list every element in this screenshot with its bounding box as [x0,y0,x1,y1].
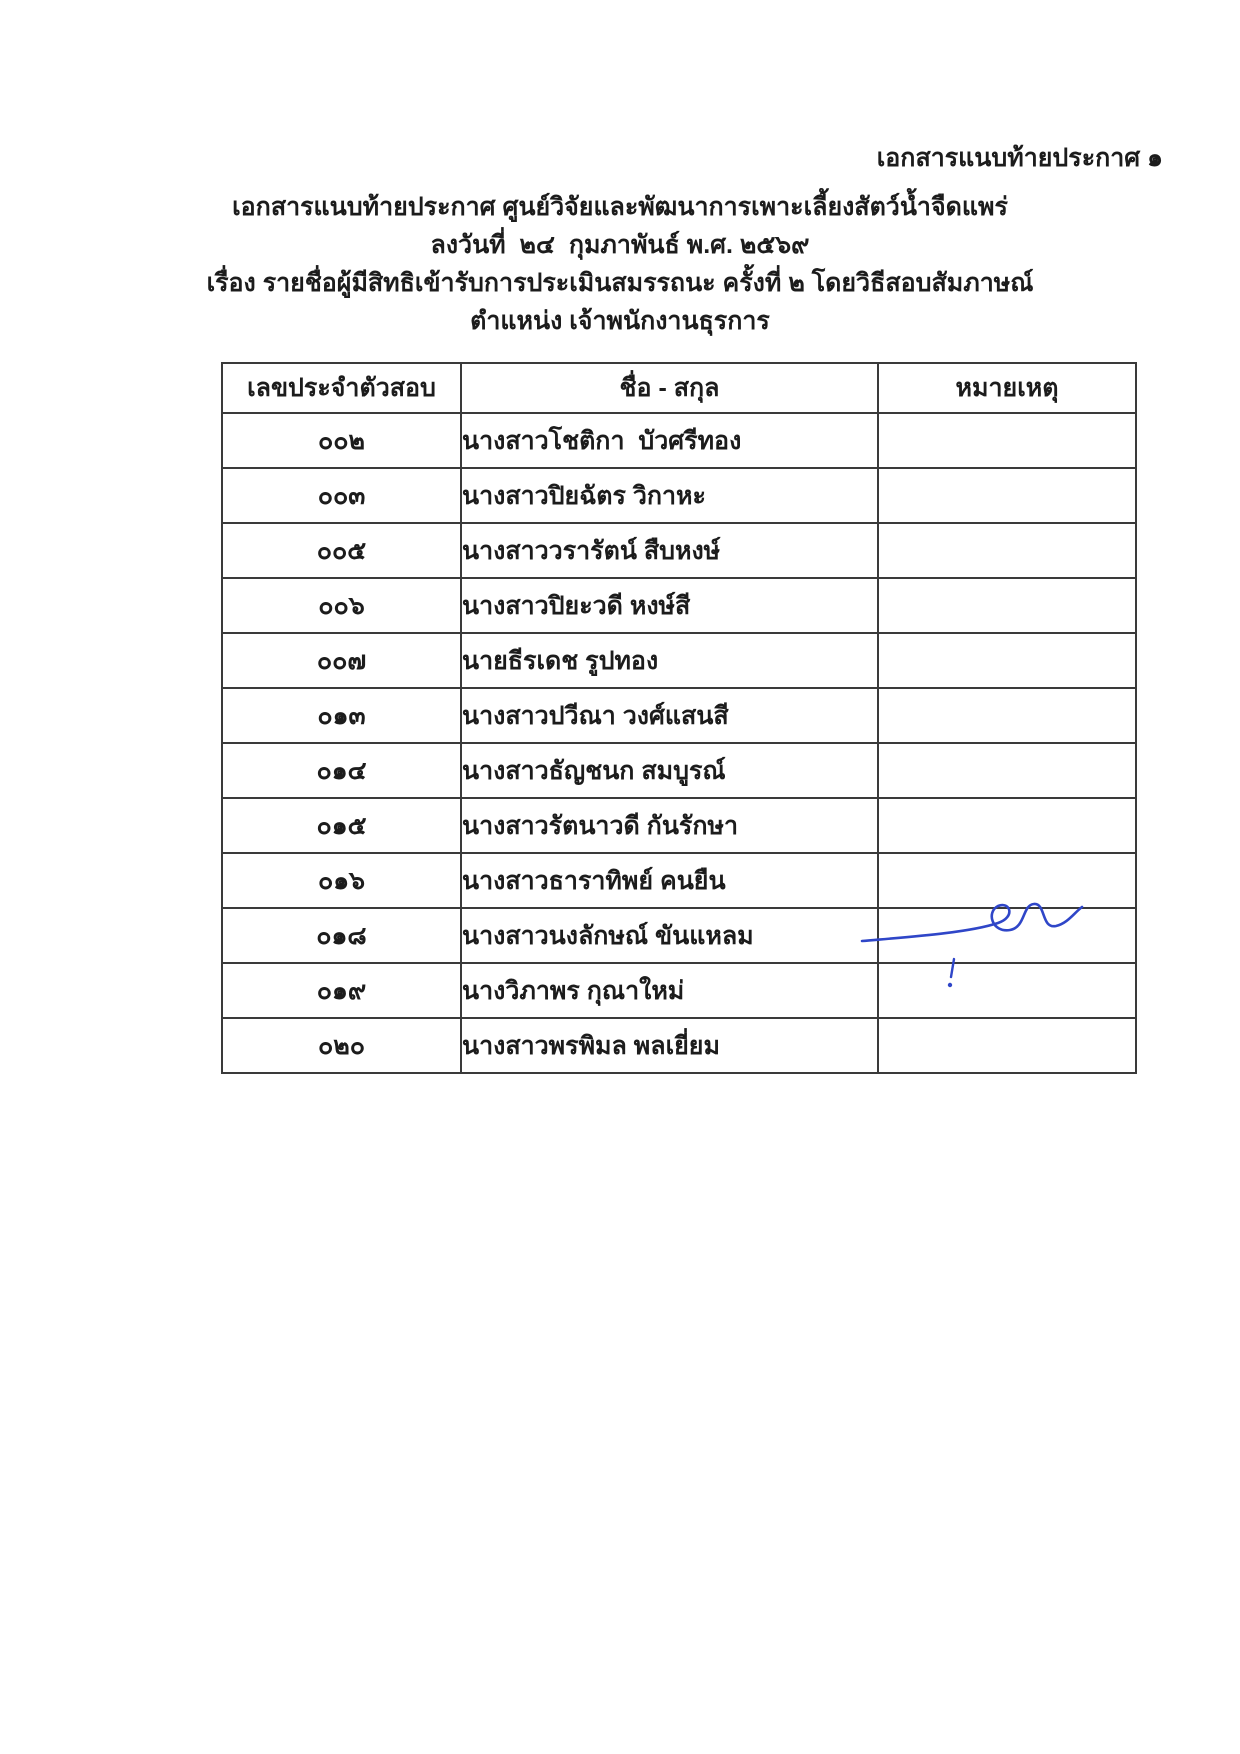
name-cell: นางสาวพรพิมล พลเยี่ยม [461,1018,878,1073]
remark-cell [878,963,1136,1018]
candidate-table-body [222,413,1136,1073]
table-row [222,633,1136,688]
table-header-row [222,363,1136,413]
remark-cell [878,1018,1136,1073]
name-cell: นางสาวรัตนาวดี กันรักษา [461,798,878,853]
exam-id-cell: ๐๑๔ [222,743,461,798]
exam-id-cell: ๐๐๕ [222,523,461,578]
name-cell: นางสาวธัญชนก สมบูรณ์ [461,743,878,798]
remark-cell [878,743,1136,798]
remark-cell [878,853,1136,908]
name-cell: นางสาวปิยฉัตร วิกาหะ [461,468,878,523]
exam-id-cell: ๐๐๗ [222,633,461,688]
exam-id-cell: ๐๑๘ [222,908,461,963]
column-header-exam-id: เลขประจำตัวสอบ [222,363,461,413]
exam-id-cell: ๐๑๙ [222,963,461,1018]
table-row [222,798,1136,853]
remark-cell [878,688,1136,743]
name-cell: นางสาวธาราทิพย์ คนยืน [461,853,878,908]
table-row [222,743,1136,798]
exam-id-cell: ๐๐๖ [222,578,461,633]
name-cell: นางวิภาพร กุณาใหม่ [461,963,878,1018]
remark-cell [878,523,1136,578]
name-cell: นางสาวปิยะวดี หงษ์สี [461,578,878,633]
exam-id-cell: ๐๑๖ [222,853,461,908]
table-row [222,468,1136,523]
exam-id-cell: ๐๒๐ [222,1018,461,1073]
name-cell: นางสาวนงลักษณ์ ขันแหลม [461,908,878,963]
exam-id-cell: ๐๑๕ [222,798,461,853]
candidate-table [221,362,1137,1074]
name-cell: นางสาวโชติกา บัวศรีทอง [461,413,878,468]
table-row [222,688,1136,743]
header-line-date: ลงวันที่ ๒๔ กุมภาพันธ์ พ.ศ. ๒๕๖๙ [430,231,810,259]
table-row [222,908,1136,963]
remark-cell [878,413,1136,468]
exam-id-cell: ๐๑๓ [222,688,461,743]
header-line-subject: เรื่อง รายชื่อผู้มีสิทธิเข้ารับการประเมินสมรรถนะ ครั้งที่ ๒ โดยวิธีสอบสัมภาษณ์ [206,269,1034,297]
remark-cell [878,798,1136,853]
column-header-remark: หมายเหตุ [878,363,1136,413]
exam-id-cell: ๐๐๒ [222,413,461,468]
header-line-position: ตำแหน่ง เจ้าพนักงานธุรการ [470,307,770,335]
attachment-corner-label: เอกสารแนบท้ายประกาศ ๑ [876,144,1163,172]
exam-id-cell: ๐๐๓ [222,468,461,523]
table-row [222,413,1136,468]
remark-cell [878,908,1136,963]
table-row [222,1018,1136,1073]
table-row [222,578,1136,633]
table-row [222,523,1136,578]
table-row [222,963,1136,1018]
name-cell: นางสาวปวีณา วงศ์แสนสี [461,688,878,743]
header-line-org: เอกสารแนบท้ายประกาศ ศูนย์วิจัยและพัฒนาการเพาะเลี้ยงสัตว์น้ำจืดแพร่ [232,193,1008,221]
remark-cell [878,633,1136,688]
name-cell: นายธีรเดช รูปทอง [461,633,878,688]
remark-cell [878,578,1136,633]
table-row [222,853,1136,908]
name-cell: นางสาววรารัตน์ สืบหงษ์ [461,523,878,578]
remark-cell [878,468,1136,523]
document-header [0,188,1240,340]
column-header-name: ชื่อ - สกุล [461,363,878,413]
